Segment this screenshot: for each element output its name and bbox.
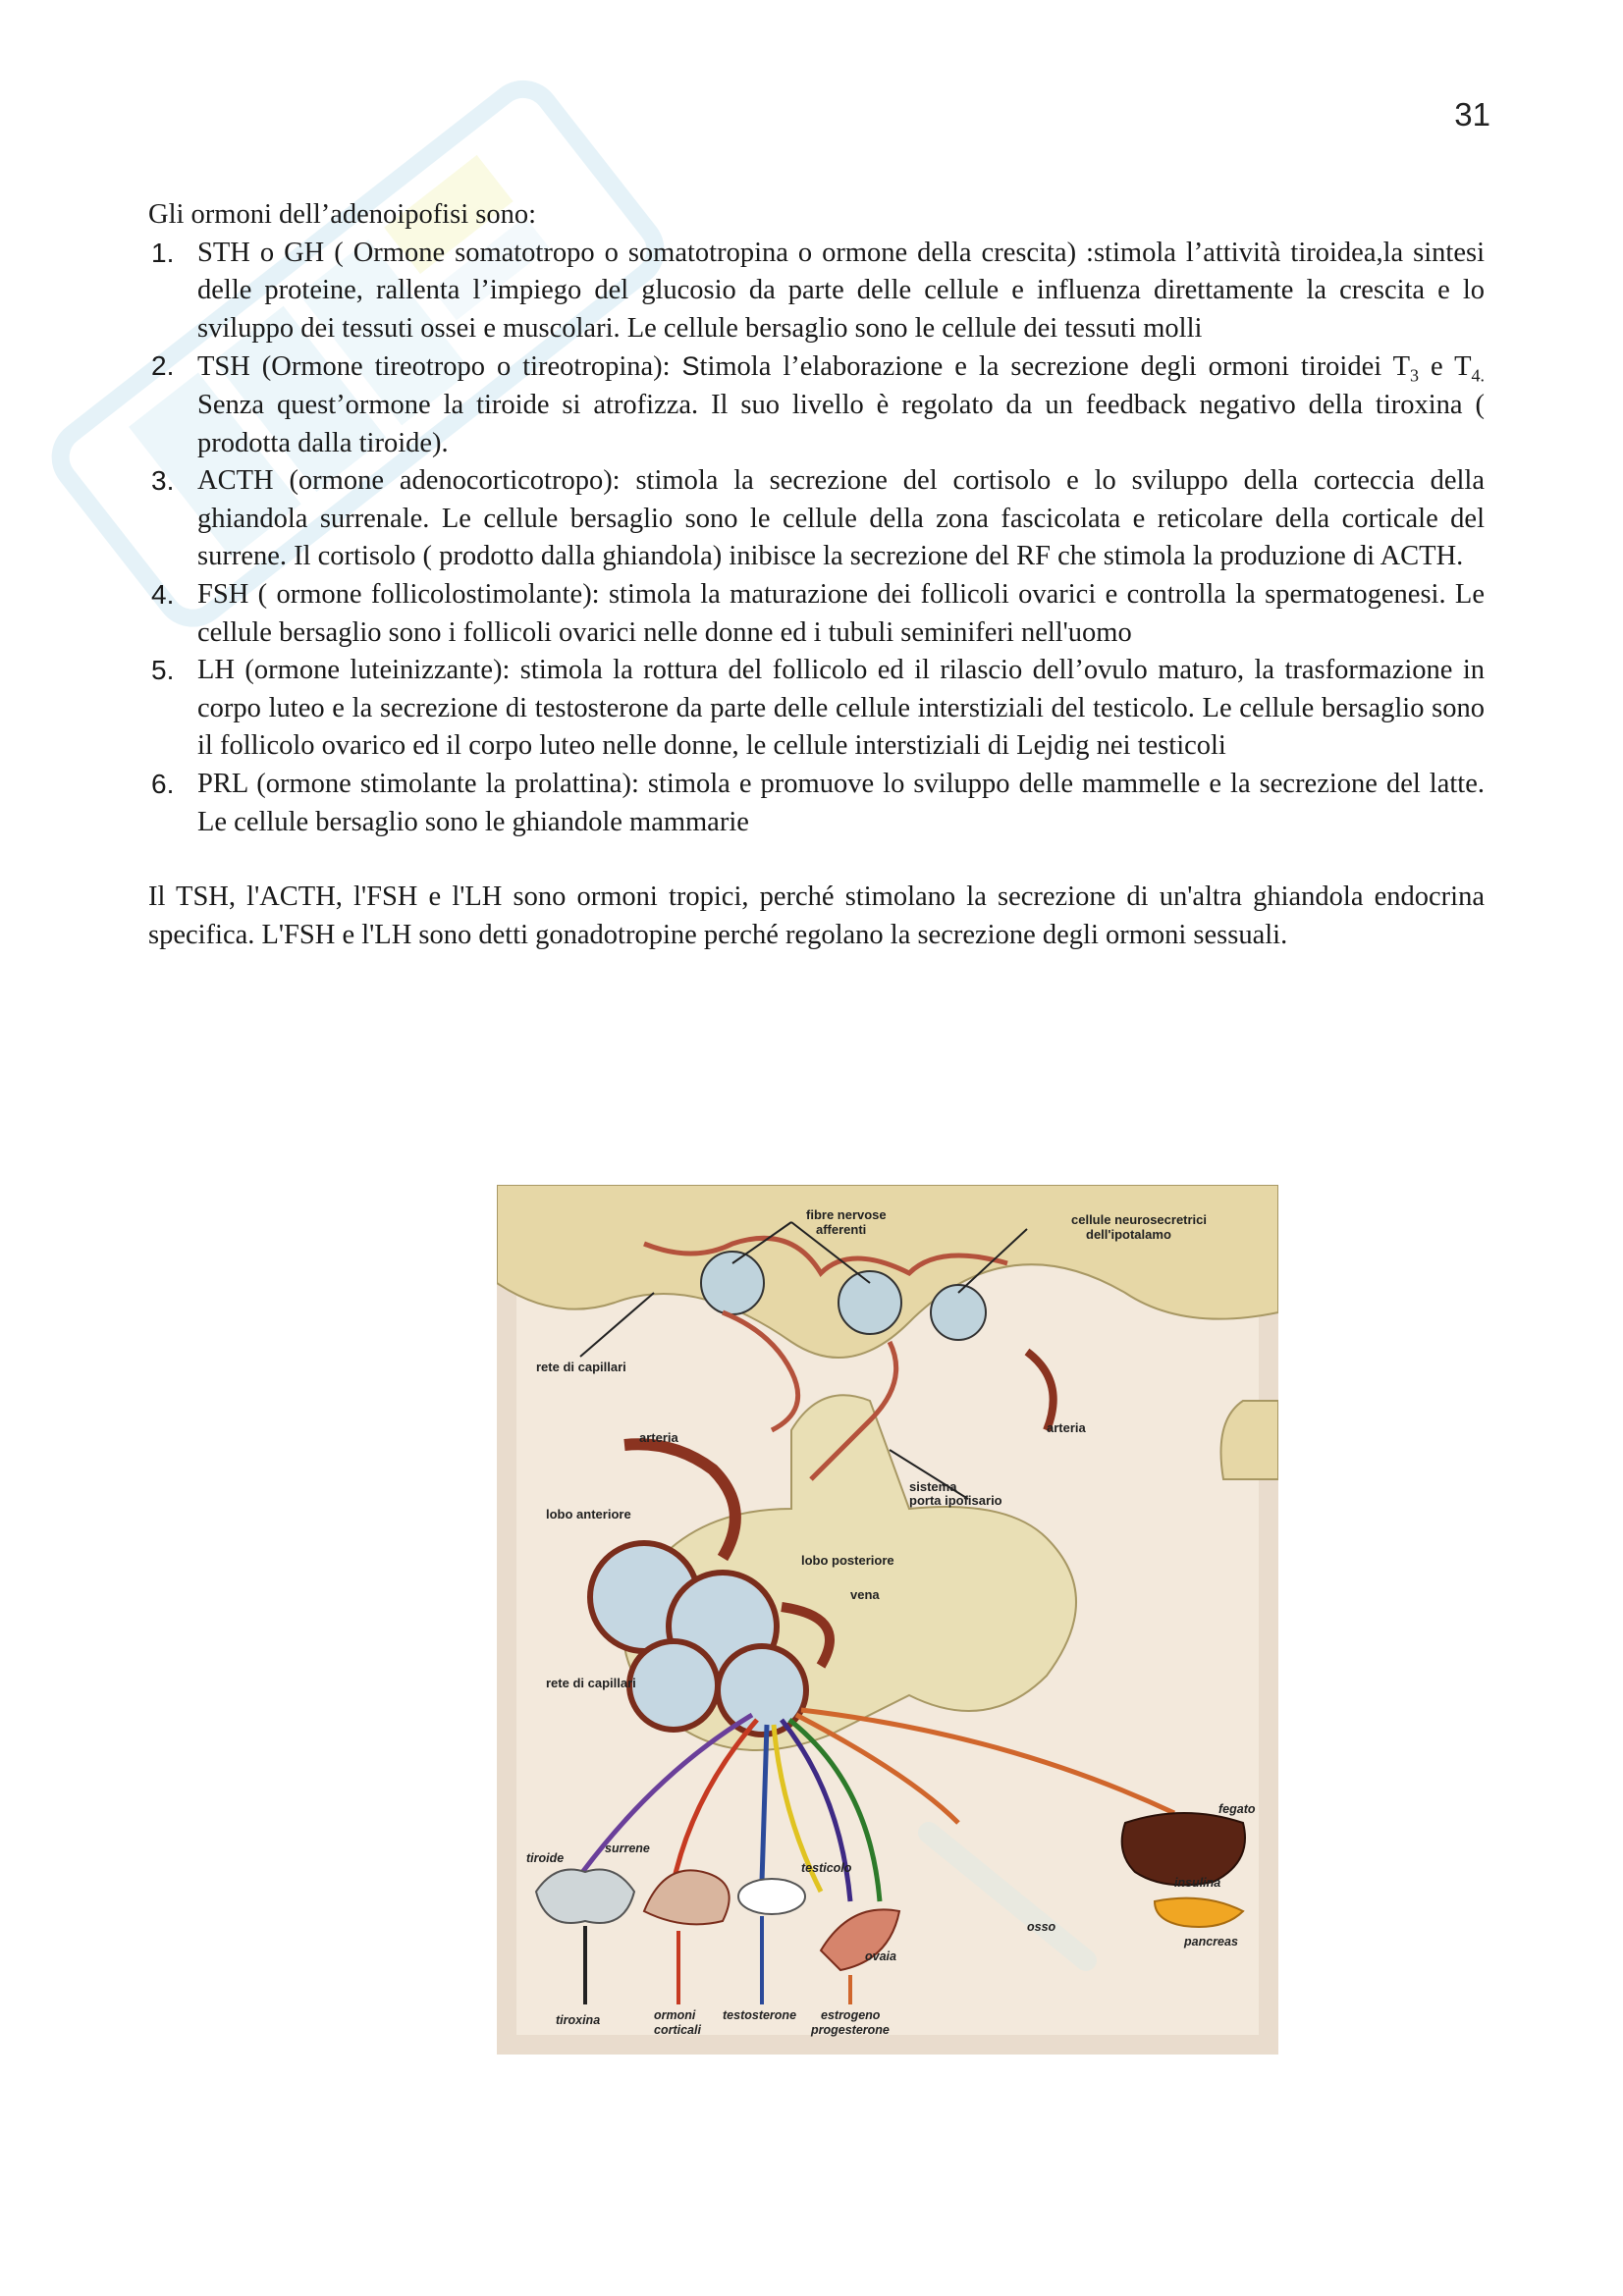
label-osso: osso bbox=[1027, 1920, 1056, 1934]
subscript-3: 3 bbox=[1410, 366, 1420, 387]
item-text-initial: S bbox=[681, 351, 700, 382]
label-tiroide: tiroide bbox=[526, 1851, 565, 1865]
list-item bbox=[148, 235, 1485, 348]
label-arteria-left: arteria bbox=[639, 1430, 678, 1445]
thyroid-shape bbox=[536, 1870, 634, 1924]
list-item bbox=[148, 347, 1485, 462]
item-number: 1. bbox=[151, 237, 175, 268]
label-lobo-ant: lobo anteriore bbox=[546, 1507, 631, 1522]
label-surrene: surrene bbox=[605, 1842, 650, 1855]
item-text: STH o GH ( Ormone somatotropo o somatotropina o ormone della crescita) :stimola l’attività tiroidea,la sintesi delle proteine, rallenta l’impiego del glucosio da parte delle cellule e influenza direttamente la crescita e lo sviluppo dei tessuti ossei e muscolari. Le cellule bersaglio sono le cellule dei tessuti molli bbox=[197, 237, 1485, 344]
label-insulina: insulina bbox=[1174, 1876, 1221, 1890]
label-fegato: fegato bbox=[1218, 1802, 1256, 1816]
item-text: PRL (ormone stimolante la prolattina): stimola e promuove lo sviluppo delle mammelle e la secrezione del latte. Le cellule bersaglio sono le ghiandole mammarie bbox=[197, 768, 1485, 837]
pituitary-diagram bbox=[497, 1185, 1278, 2055]
item-text-lead: TSH (Ormone tireotropo o tireotropina): bbox=[197, 351, 682, 383]
subscript-4: 4. bbox=[1471, 366, 1485, 387]
testis-shape bbox=[738, 1879, 805, 1914]
label-testicolo: testicolo bbox=[801, 1861, 852, 1875]
item-text-mid: e T bbox=[1419, 351, 1472, 383]
item-number: 2. bbox=[151, 350, 175, 382]
label-arteria-right: arteria bbox=[1047, 1420, 1086, 1435]
item-text: ACTH (ormone adenocorticotropo): stimola la secrezione del cortisolo e lo sviluppo della corteccia della ghiandola surrenale. Le cellule bersaglio sono le cellule della zona fascicolata e reticolare della corticale del surrene. Il cortisolo ( prodotto dalla ghiandola) inibisce la secrezione del RF che stimola la produzione di ACTH. bbox=[197, 465, 1485, 572]
label-ovaia: ovaia bbox=[865, 1949, 896, 1963]
item-number: 5. bbox=[151, 655, 175, 686]
neuron-cell-2 bbox=[839, 1271, 901, 1334]
label-rete-bottom: rete di capillari bbox=[546, 1676, 636, 1690]
label-cellule-2: dell'ipotalamo bbox=[1086, 1227, 1171, 1242]
neuron-cell-3 bbox=[931, 1285, 986, 1340]
list-item bbox=[148, 576, 1485, 652]
liver-shape bbox=[1122, 1813, 1245, 1885]
label-fibre: fibre nervose bbox=[806, 1207, 887, 1222]
item-text: FSH ( ormone follicolostimolante): stimola la maturazione dei follicoli ovarici e controlla la spermatogenesi. Le cellule bersaglio sono i follicoli ovarici nelle donne ed i tubuli seminiferi nell'uomo bbox=[197, 578, 1485, 648]
document-body bbox=[148, 196, 1485, 954]
label-porta: porta ipofisario bbox=[909, 1493, 1002, 1508]
label-progesterone: progesterone bbox=[811, 2023, 890, 2037]
label-cellule-1: cellule neurosecretrici bbox=[1071, 1212, 1208, 1227]
label-corticali: corticali bbox=[654, 2023, 701, 2037]
label-rete-top: rete di capillari bbox=[536, 1360, 626, 1374]
neuron-cell-1 bbox=[701, 1252, 764, 1314]
list-item bbox=[148, 652, 1485, 766]
item-number: 4. bbox=[151, 578, 175, 610]
item-text-tail: Senza quest’ormone la tiroide si atrofizza. Il suo livello è regolato da un feedback negativo della tiroxina ( prodotta dalla tiroide). bbox=[197, 389, 1485, 458]
intro-line: Gli ormoni dell’adenoipofisi sono: bbox=[148, 199, 536, 230]
label-tiroxina: tiroxina bbox=[556, 2013, 601, 2027]
page-number: 31 bbox=[1454, 96, 1490, 133]
label-vena: vena bbox=[850, 1587, 880, 1602]
hormone-list bbox=[148, 235, 1485, 842]
label-ormoni: ormoni bbox=[654, 2008, 696, 2022]
item-number: 6. bbox=[151, 768, 175, 799]
label-testosterone: testosterone bbox=[723, 2008, 797, 2022]
list-item bbox=[148, 462, 1485, 576]
label-estrogeno: estrogeno bbox=[821, 2008, 881, 2022]
label-afferenti: afferenti bbox=[816, 1222, 867, 1237]
label-sistema: sistema bbox=[909, 1479, 957, 1494]
label-pancreas: pancreas bbox=[1184, 1935, 1238, 1949]
list-item bbox=[148, 766, 1485, 841]
item-text-rest: timola l’elaborazione e la secrezione degli ormoni tiroidei T bbox=[699, 351, 1411, 383]
item-text: LH (ormone luteinizzante): stimola la rottura del follicolo ed il rilascio dell’ovulo maturo, la trasformazione in corpo luteo e la secrezione di testosterone da parte delle cellule interstiziali del testicolo. Le cellule bersaglio sono il follicolo ovarico ed il corpo luteo nelle donne, le cellule interstiziali di Lejdig nei testicoli bbox=[197, 655, 1485, 762]
item-number: 3. bbox=[151, 465, 175, 497]
label-lobo-post: lobo posteriore bbox=[801, 1553, 894, 1568]
summary-paragraph: Il TSH, l'ACTH, l'FSH e l'LH sono ormoni tropici, perché stimolano la secrezione di un'altra ghiandola endocrina specifica. L'FSH e l'LH sono detti gonadotropine perché regolano la secrezione degli ormoni sessuali. bbox=[148, 881, 1485, 950]
